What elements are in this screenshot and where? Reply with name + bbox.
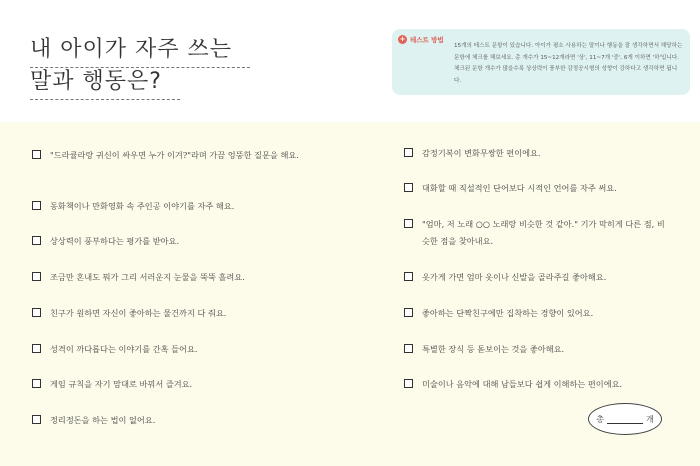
title-line-1: 내 아이가 자주 쓰는 [30,37,232,62]
checklist-item [32,198,302,215]
checklist-item-text: 옷가게 가면 엄마 옷이나 신발을 골라주길 좋아해요. [422,272,607,282]
checklist-item [32,341,302,358]
checkbox[interactable] [404,272,413,281]
checkbox[interactable] [404,379,413,388]
total-blank[interactable] [607,423,643,424]
checklist-item-text: 좋아하는 단짝친구에만 집착하는 경향이 있어요. [422,308,594,318]
checklist-item-text: 특별한 장식 등 돋보이는 것을 좋아해요. [422,344,565,354]
test-method-text: 15개의 테스트 문항이 있습니다. 아이가 평소 사용하는 말이나 행동을 잘 생각하면서 해당하는 문항에 체크를 해보세요. 총 개수가 15~12개라면 '상', 11~7개 '중', 6개 이하면 '하'입니다. 체크된 문항 개수가 많을수록 상상력이 풍부한 감정공시형의 성향이 강하다고 생각하면 됩니다. [454,43,683,84]
checklist-item [32,233,302,250]
checkbox[interactable] [32,201,41,210]
checkbox[interactable] [32,272,41,281]
title-underline-2 [30,99,180,100]
test-method-tag [398,35,444,44]
checklist-item [32,305,302,322]
checklist-item-text: 친구가 원하면 자신이 좋아하는 물건까지 다 줘요. [50,308,227,318]
checklist-item [32,412,302,429]
checklist-item [404,180,666,197]
checkbox[interactable] [404,183,413,192]
total-prefix: 총 [596,414,604,424]
checklist-item [404,216,666,250]
page-title [30,34,250,98]
test-method-box [392,29,690,95]
plus-circle-icon: + [399,35,406,43]
checkbox[interactable] [32,236,41,245]
checkbox[interactable] [404,308,413,317]
checklist-item-text: 성격이 까다롭다는 이야기를 간혹 들어요. [50,344,198,354]
test-method-label: 테스트 방법 [410,36,444,44]
checklist-item [404,145,666,162]
checklist-item [32,147,302,164]
checklist-item-text: 게임 규칙을 자기 맘대로 바꿔서 즐겨요. [50,379,193,389]
title-underline-1 [30,67,250,68]
checklist-item [404,269,666,286]
checklist-item-text: 상상력이 풍부하다는 평가를 받아요. [50,236,180,246]
checklist-item-text: "드라큘라랑 귀신이 싸우면 누가 이겨?"라며 가끔 엉뚱한 질문을 해요. [50,150,299,160]
total-suffix: 개 [646,414,654,424]
checklist-item [404,341,666,358]
checkbox[interactable] [32,308,41,317]
total-count-oval [588,403,662,435]
checkbox[interactable] [404,219,413,228]
checkbox[interactable] [404,148,413,157]
checklist-item-text: "엄마, 저 노래 ○○ 노래랑 비슷한 것 같아." 기가 막히게 다른 점, 비슷한 점을 찾아내요. [422,219,665,246]
checklist-item [404,376,666,393]
checkbox[interactable] [32,379,41,388]
header-area [0,0,700,122]
checkbox[interactable] [32,344,41,353]
checklist-item-text: 조금만 혼내도 뭐가 그리 서러운지 눈물을 뚝뚝 흘려요. [50,272,245,282]
checkbox[interactable] [404,344,413,353]
checkbox[interactable] [32,415,41,424]
checklist-item [404,305,666,322]
checkbox[interactable] [32,150,41,159]
checklist-item [32,269,302,286]
checklist-item-text: 대화할 때 직설적인 단어보다 시적인 언어를 자주 써요. [422,183,617,193]
checklist-item-text: 정리정돈을 하는 법이 없어요. [50,415,156,425]
title-line-2: 말과 행동은? [30,69,162,94]
checklist-item-text: 미술이나 음악에 대해 남들보다 쉽게 이해하는 편이에요. [422,379,623,389]
checklist-item-text: 동화책이나 만화영화 속 주인공 이야기를 자주 해요. [50,201,235,211]
checklist-item-text: 감정기복이 변화무쌍한 편이에요. [422,148,541,158]
checklist-item [32,376,302,393]
